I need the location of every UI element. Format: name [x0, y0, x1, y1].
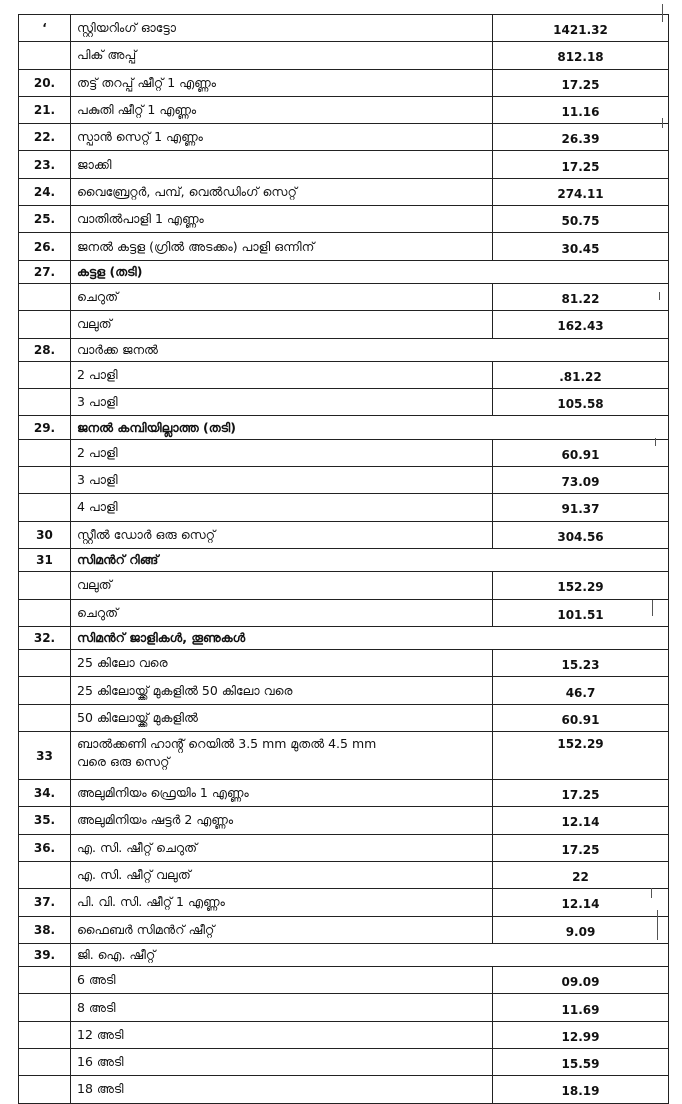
item-description: 2 പാളി: [71, 439, 493, 466]
item-number: 28.: [19, 338, 71, 361]
section-heading: ജനൽ കമ്പിയില്ലാത്ത (തടി): [71, 416, 669, 439]
section-heading: സിമൻറ് റിങ്ങ്: [71, 548, 669, 571]
item-description: എ. സി. ഷീറ്റ് വലുത്: [71, 861, 493, 888]
item-number: [19, 494, 71, 521]
item-number: 37.: [19, 889, 71, 916]
table-row: [19, 967, 669, 994]
item-number: [19, 283, 71, 310]
rate-value: 1421.32: [493, 15, 669, 42]
item-number: 22.: [19, 124, 71, 151]
item-number: [19, 311, 71, 338]
table-row: [19, 1048, 669, 1075]
rate-value: 50.75: [493, 206, 669, 233]
item-description: സ്പാൻ സെറ്റ് 1 എണ്ണം: [71, 124, 493, 151]
scan-mark: [659, 292, 660, 300]
item-number: [19, 704, 71, 731]
item-number: 26.: [19, 233, 71, 260]
table-row: [19, 124, 669, 151]
rate-value: 152.29: [493, 732, 669, 780]
table-row: [19, 599, 669, 626]
rate-value: .81.22: [493, 361, 669, 388]
rate-value: 73.09: [493, 467, 669, 494]
rate-value: 15.59: [493, 1048, 669, 1075]
table-row: [19, 389, 669, 416]
rate-table-body: [19, 15, 669, 1104]
item-number: [19, 361, 71, 388]
table-row: [19, 283, 669, 310]
table-row: [19, 732, 669, 780]
item-description: വാതിൽപാളി 1 എണ്ണം: [71, 206, 493, 233]
table-row: [19, 704, 669, 731]
scan-mark: [651, 888, 652, 898]
table-row: [19, 361, 669, 388]
item-description: പിക് അപ്പ്: [71, 42, 493, 69]
table-row: [19, 178, 669, 205]
item-number: [19, 967, 71, 994]
rate-value: 12.14: [493, 807, 669, 834]
rate-value: 18.19: [493, 1076, 669, 1103]
section-heading: സിമൻറ് ജാളികൾ, തൂണുകൾ: [71, 626, 669, 649]
item-description: 18 അടി: [71, 1076, 493, 1103]
item-description-line: ബാൽക്കണി ഹാൻ്റ് റെയിൽ 3.5 mm മുതൽ 4.5 mm: [77, 736, 377, 752]
rate-value: 60.91: [493, 439, 669, 466]
table-row: [19, 42, 669, 69]
item-number: 23.: [19, 151, 71, 178]
table-row: [19, 1076, 669, 1103]
item-number: 38.: [19, 916, 71, 943]
section-row: [19, 626, 669, 649]
item-number: 21.: [19, 96, 71, 123]
item-description: 25 കിലോയ്ക്ക് മുകളിൽ 50 കിലോ വരെ: [71, 677, 493, 704]
item-number: 25.: [19, 206, 71, 233]
item-description: തട്ട് തറപ്പ് ഷീറ്റ് 1 എണ്ണം: [71, 69, 493, 96]
table-row: [19, 916, 669, 943]
rate-table: [18, 14, 669, 1104]
scan-mark: [655, 438, 656, 446]
item-description: അലുമിനിയം ഷട്ടർ 2 എണ്ണം: [71, 807, 493, 834]
rate-value: 12.99: [493, 1021, 669, 1048]
table-row: [19, 780, 669, 807]
item-number: [19, 650, 71, 677]
rate-value: 162.43: [493, 311, 669, 338]
rate-value: 17.25: [493, 834, 669, 861]
rate-value: 12.14: [493, 889, 669, 916]
item-description: 3 പാളി: [71, 389, 493, 416]
item-number: [19, 994, 71, 1021]
item-description: 50 കിലോയ്ക്ക് മുകളിൽ: [71, 704, 493, 731]
item-description: വലുത്: [71, 311, 493, 338]
rate-value: 60.91: [493, 704, 669, 731]
rate-value: 274.11: [493, 178, 669, 205]
item-number: 32.: [19, 626, 71, 649]
item-description-line: വരെ ഒരു സെറ്റ്: [77, 754, 170, 770]
table-row: [19, 889, 669, 916]
scan-mark: [652, 600, 653, 616]
item-number: [19, 467, 71, 494]
rate-value: 304.56: [493, 521, 669, 548]
scan-mark: [662, 4, 663, 22]
item-number: 20.: [19, 69, 71, 96]
item-description: 12 അടി: [71, 1021, 493, 1048]
section-heading: കട്ടള (തടി): [71, 260, 669, 283]
item-number: [19, 861, 71, 888]
item-description: എ. സി. ഷീറ്റ് ചെറുത്: [71, 834, 493, 861]
item-description: അലുമിനിയം ഫ്രെയിം 1 എണ്ണം: [71, 780, 493, 807]
item-number: 30: [19, 521, 71, 548]
section-row: [19, 943, 669, 966]
item-number: [19, 389, 71, 416]
table-row: [19, 521, 669, 548]
item-description: ജാക്കി: [71, 151, 493, 178]
item-description: വൈബ്രേറ്റർ, പമ്പ്, വെൽഡിംഗ് സെറ്റ്: [71, 178, 493, 205]
table-row: [19, 96, 669, 123]
table-row: [19, 151, 669, 178]
item-number: [19, 572, 71, 599]
table-row: [19, 15, 669, 42]
rate-value: 17.25: [493, 151, 669, 178]
item-description: സ്റ്റിയറിംഗ് ഓട്ടോ: [71, 15, 493, 42]
item-number: 27.: [19, 260, 71, 283]
rate-value: 81.22: [493, 283, 669, 310]
rate-value: 15.23: [493, 650, 669, 677]
table-row: [19, 69, 669, 96]
item-number: 33: [19, 732, 71, 780]
item-number: 24.: [19, 178, 71, 205]
table-row: [19, 311, 669, 338]
item-number: [19, 599, 71, 626]
section-row: [19, 416, 669, 439]
item-number: [19, 1048, 71, 1075]
item-number: 36.: [19, 834, 71, 861]
item-number: [19, 677, 71, 704]
scan-mark: [657, 910, 658, 940]
item-number: 29.: [19, 416, 71, 439]
rate-value: 101.51: [493, 599, 669, 626]
item-number: [19, 1076, 71, 1103]
table-row: [19, 494, 669, 521]
rate-value: 152.29: [493, 572, 669, 599]
item-description: 3 പാളി: [71, 467, 493, 494]
section-row: [19, 260, 669, 283]
table-row: [19, 233, 669, 260]
scan-mark: [662, 118, 663, 128]
rate-value: 17.25: [493, 69, 669, 96]
rate-value: 9.09: [493, 916, 669, 943]
item-description: 8 അടി: [71, 994, 493, 1021]
table-row: [19, 206, 669, 233]
rate-value: 17.25: [493, 780, 669, 807]
item-number: [19, 1021, 71, 1048]
table-row: [19, 439, 669, 466]
rate-value: 812.18: [493, 42, 669, 69]
rate-value: 11.69: [493, 994, 669, 1021]
item-description: പി. വി. സി. ഷീറ്റ് 1 എണ്ണം: [71, 889, 493, 916]
table-row: [19, 677, 669, 704]
item-description: ചെറുത്: [71, 283, 493, 310]
rate-value: 91.37: [493, 494, 669, 521]
section-heading: ജി. ഐ. ഷീറ്റ്: [71, 943, 669, 966]
item-description: 2 പാളി: [71, 361, 493, 388]
item-description: 25 കിലോ വരെ: [71, 650, 493, 677]
section-heading: വാർക്ക ജനൽ: [71, 338, 669, 361]
item-number: 34.: [19, 780, 71, 807]
item-description: 6 അടി: [71, 967, 493, 994]
rate-value: 26.39: [493, 124, 669, 151]
table-row: [19, 467, 669, 494]
item-description: വലുത്: [71, 572, 493, 599]
item-description: ചെറുത്: [71, 599, 493, 626]
item-number: 39.: [19, 943, 71, 966]
item-description: ജനൽ കട്ടള (ഗ്രിൽ അടക്കം) പാളി ഒന്നിന്: [71, 233, 493, 260]
item-description: 4 പാളി: [71, 494, 493, 521]
item-description: പകുതി ഷീറ്റ് 1 എണ്ണം: [71, 96, 493, 123]
item-description: 16 അടി: [71, 1048, 493, 1075]
item-number: [19, 42, 71, 69]
rate-value: 22: [493, 861, 669, 888]
section-row: [19, 548, 669, 571]
rate-value: 11.16: [493, 96, 669, 123]
table-row: [19, 861, 669, 888]
item-description: ഫൈബർ സിമൻറ് ഷീറ്റ്: [71, 916, 493, 943]
item-number: 31: [19, 548, 71, 571]
table-row: [19, 1021, 669, 1048]
section-row: [19, 338, 669, 361]
table-row: [19, 807, 669, 834]
rate-value: 46.7: [493, 677, 669, 704]
table-row: [19, 994, 669, 1021]
table-row: [19, 572, 669, 599]
item-description: സ്റ്റീൽ ഡോർ ഒരു സെറ്റ്: [71, 521, 493, 548]
item-number: ‘: [19, 15, 71, 42]
rate-value: 105.58: [493, 389, 669, 416]
item-description: [71, 732, 493, 780]
rate-value: 09.09: [493, 967, 669, 994]
item-number: 35.: [19, 807, 71, 834]
item-number: [19, 439, 71, 466]
table-row: [19, 834, 669, 861]
table-row: [19, 650, 669, 677]
rate-value: 30.45: [493, 233, 669, 260]
